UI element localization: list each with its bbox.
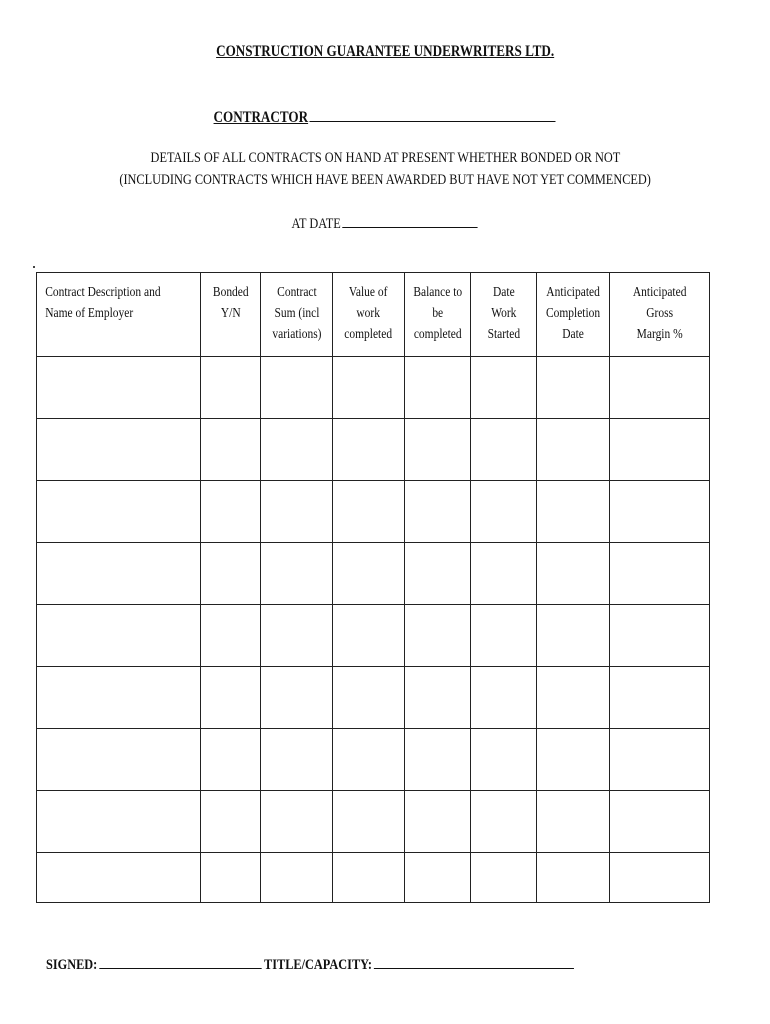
table-cell[interactable] xyxy=(405,853,471,903)
table-cell[interactable] xyxy=(471,605,537,667)
table-cell[interactable] xyxy=(537,729,610,791)
table-cell[interactable] xyxy=(610,605,710,667)
details-heading-line-1: DETAILS OF ALL CONTRACTS ON HAND AT PRESENT WHETHER BONDED OR NOT xyxy=(150,150,620,166)
table-cell[interactable] xyxy=(201,853,261,903)
table-cell[interactable] xyxy=(537,605,610,667)
table-cell[interactable] xyxy=(405,667,471,729)
table-cell[interactable] xyxy=(261,543,333,605)
table-cell[interactable] xyxy=(333,605,405,667)
table-cell[interactable] xyxy=(537,667,610,729)
company-title-text: CONSTRUCTION GUARANTEE UNDERWRITERS LTD. xyxy=(215,43,555,60)
table-cell[interactable] xyxy=(37,419,201,481)
table-cell[interactable] xyxy=(405,791,471,853)
table-row xyxy=(37,667,710,729)
table-cell[interactable] xyxy=(261,853,333,903)
table-cell[interactable] xyxy=(405,729,471,791)
title-capacity-field xyxy=(264,955,642,974)
company-title xyxy=(0,43,770,61)
signed-label: SIGNED: xyxy=(46,957,98,973)
table-cell[interactable] xyxy=(333,667,405,729)
table-row xyxy=(37,357,710,419)
table-cell[interactable] xyxy=(261,729,333,791)
table-cell[interactable] xyxy=(471,667,537,729)
table-cell[interactable] xyxy=(405,357,471,419)
at-date-blank-line[interactable] xyxy=(343,215,478,228)
header-gross-margin: Anticipated Gross Margin % xyxy=(610,273,710,357)
table-cell[interactable] xyxy=(537,481,610,543)
table-cell[interactable] xyxy=(471,543,537,605)
table-header-row xyxy=(37,273,710,357)
table-cell[interactable] xyxy=(610,667,710,729)
table-cell[interactable] xyxy=(610,481,710,543)
table-cell[interactable] xyxy=(471,481,537,543)
header-date-started: Date Work Started xyxy=(471,273,537,357)
table-cell[interactable] xyxy=(261,605,333,667)
table-cell[interactable] xyxy=(471,791,537,853)
header-contract-description: Contract Description and Name of Employer xyxy=(37,273,201,357)
table-cell[interactable] xyxy=(261,667,333,729)
table-cell[interactable] xyxy=(405,543,471,605)
table-cell[interactable] xyxy=(537,791,610,853)
table-cell[interactable] xyxy=(37,481,201,543)
table-cell[interactable] xyxy=(405,481,471,543)
table-row xyxy=(37,481,710,543)
table-row xyxy=(37,543,710,605)
table-row xyxy=(37,419,710,481)
contractor-label: CONTRACTOR xyxy=(213,109,309,126)
table-row xyxy=(37,791,710,853)
at-date-field xyxy=(0,215,770,233)
table-cell[interactable] xyxy=(201,543,261,605)
table-cell[interactable] xyxy=(201,605,261,667)
title-capacity-label: TITLE/CAPACITY: xyxy=(264,957,372,973)
table-cell[interactable] xyxy=(37,853,201,903)
header-contract-sum: Contract Sum (incl variations) xyxy=(261,273,333,357)
table-cell[interactable] xyxy=(471,853,537,903)
table-cell[interactable] xyxy=(333,543,405,605)
table-cell[interactable] xyxy=(471,729,537,791)
table-row xyxy=(37,605,710,667)
table-cell[interactable] xyxy=(261,791,333,853)
table-row xyxy=(37,853,710,903)
table-cell[interactable] xyxy=(201,481,261,543)
table-cell[interactable] xyxy=(37,791,201,853)
table-row xyxy=(37,729,710,791)
header-balance: Balance to be completed xyxy=(405,273,471,357)
table-cell[interactable] xyxy=(333,853,405,903)
table-cell[interactable] xyxy=(610,419,710,481)
table-cell[interactable] xyxy=(333,481,405,543)
table-cell[interactable] xyxy=(261,481,333,543)
table-cell[interactable] xyxy=(333,791,405,853)
header-value-completed: Value of work completed xyxy=(333,273,405,357)
table-cell[interactable] xyxy=(201,357,261,419)
table-body xyxy=(37,357,710,903)
table-cell[interactable] xyxy=(201,791,261,853)
table-cell[interactable] xyxy=(537,853,610,903)
table-cell[interactable] xyxy=(537,543,610,605)
table-cell[interactable] xyxy=(405,605,471,667)
table-cell[interactable] xyxy=(610,729,710,791)
signed-blank-line[interactable] xyxy=(99,955,261,969)
table-cell[interactable] xyxy=(37,605,201,667)
table-cell[interactable] xyxy=(610,543,710,605)
contracts-table xyxy=(36,272,710,903)
table-cell[interactable] xyxy=(37,543,201,605)
details-heading-line-2: (INCLUDING CONTRACTS WHICH HAVE BEEN AWARDED BUT HAVE NOT YET COMMENCED) xyxy=(119,172,651,188)
table-cell[interactable] xyxy=(471,357,537,419)
table-cell[interactable] xyxy=(333,729,405,791)
table-cell[interactable] xyxy=(471,419,537,481)
title-capacity-blank-line[interactable] xyxy=(374,955,574,969)
table-cell[interactable] xyxy=(610,853,710,903)
table-cell[interactable] xyxy=(405,419,471,481)
header-completion-date: Anticipated Completion Date xyxy=(537,273,610,357)
contractor-field xyxy=(0,107,770,127)
at-date-label: AT DATE xyxy=(291,216,342,232)
header-bonded: Bonded Y/N xyxy=(201,273,261,357)
table-cell[interactable] xyxy=(201,667,261,729)
table-cell[interactable] xyxy=(261,357,333,419)
table-cell[interactable] xyxy=(37,729,201,791)
table-cell[interactable] xyxy=(537,357,610,419)
table-cell[interactable] xyxy=(201,729,261,791)
table-cell[interactable] xyxy=(610,357,710,419)
table-cell[interactable] xyxy=(201,419,261,481)
table-cell[interactable] xyxy=(610,791,710,853)
stray-mark xyxy=(33,266,35,268)
table-cell[interactable] xyxy=(537,419,610,481)
contractor-blank-line[interactable] xyxy=(310,107,556,122)
table-cell[interactable] xyxy=(261,419,333,481)
table-cell[interactable] xyxy=(37,667,201,729)
table-cell[interactable] xyxy=(333,419,405,481)
table-cell[interactable] xyxy=(37,357,201,419)
table-cell[interactable] xyxy=(333,357,405,419)
